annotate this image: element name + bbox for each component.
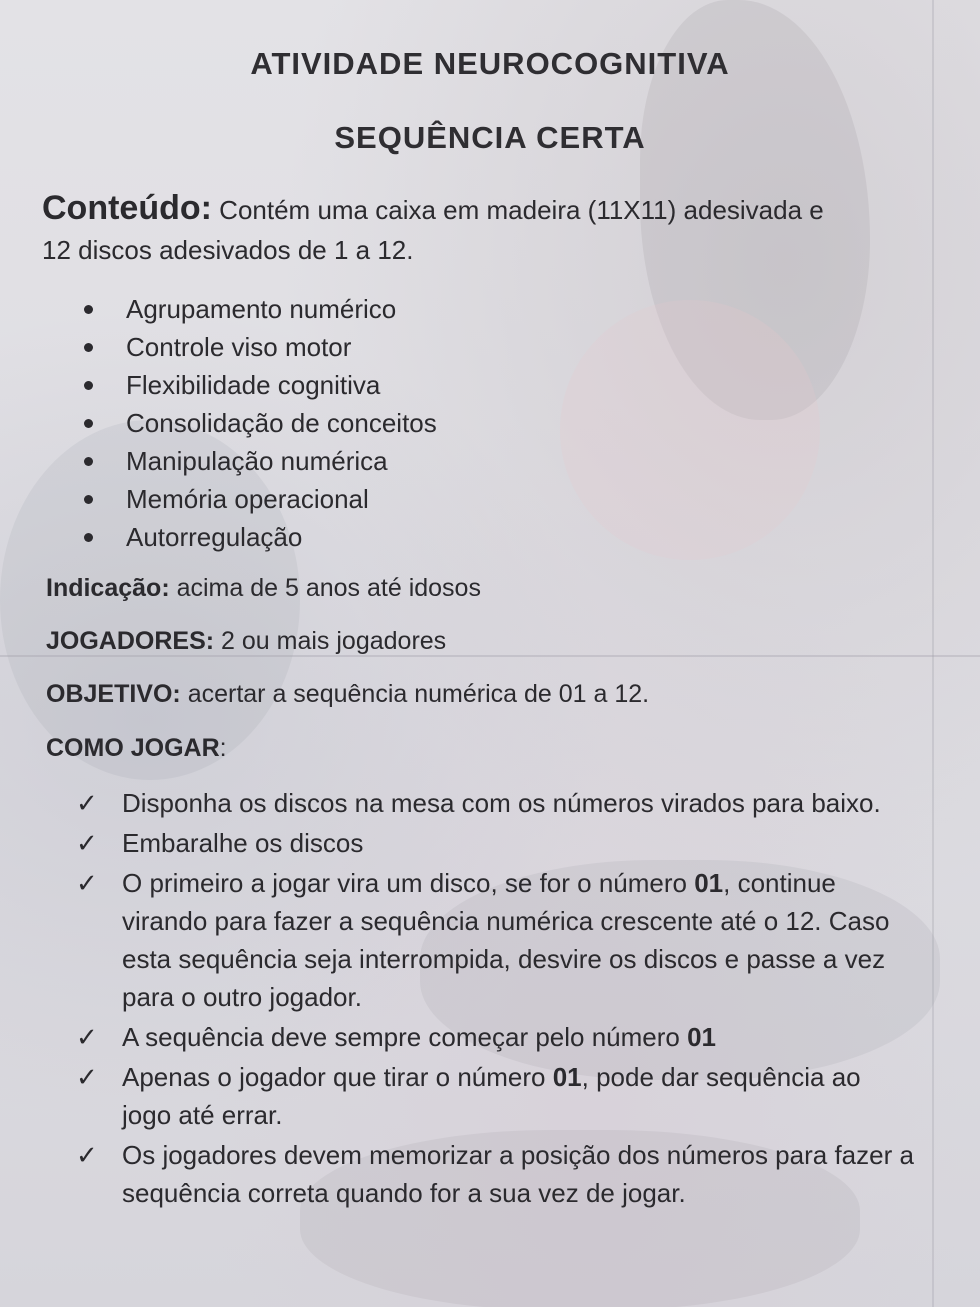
content-text-line2: 12 discos adesivados de 1 a 12. <box>42 235 414 265</box>
check-icon: ✓ <box>76 1062 98 1092</box>
objective-value: acertar a sequência numérica de 01 a 12. <box>180 680 650 708</box>
list-item <box>80 442 437 480</box>
list-item <box>76 1058 916 1134</box>
bullet-icon <box>84 533 93 542</box>
bullet-icon <box>84 305 93 314</box>
skill-label: Controle viso motor <box>126 332 352 362</box>
list-item <box>76 1136 916 1212</box>
list-item <box>80 290 437 328</box>
how-to-play-colon: : <box>219 734 227 762</box>
bullet-icon <box>84 457 93 466</box>
check-icon: ✓ <box>76 1140 98 1170</box>
paper-fold <box>932 0 934 1307</box>
objective-label: OBJETIVO: <box>46 680 181 708</box>
document-subtitle: SEQUÊNCIA CERTA <box>334 120 646 155</box>
rule-text: A sequência deve sempre começar pelo número <box>122 1022 688 1052</box>
list-item <box>76 824 916 862</box>
document-title: ATIVIDADE NEUROCOGNITIVA <box>250 46 730 81</box>
list-item <box>80 366 437 404</box>
rule-text: O primeiro a jogar vira um disco, se for o número <box>122 868 695 898</box>
bullet-icon <box>84 381 93 390</box>
rule-text: Disponha os discos na mesa com os números virados para baixo. <box>122 788 881 818</box>
skill-label: Memória operacional <box>126 484 369 514</box>
check-icon: ✓ <box>76 828 98 858</box>
rule-text: Apenas o jogador que tirar o número <box>122 1062 553 1092</box>
rule-text: Embaralhe os discos <box>122 828 364 858</box>
list-item <box>80 518 437 556</box>
check-icon: ✓ <box>76 788 98 818</box>
players-value: 2 ou mais jogadores <box>214 627 447 655</box>
list-item <box>76 864 916 1016</box>
indication-label: Indicação: <box>46 574 170 602</box>
list-item <box>76 784 916 822</box>
skill-label: Consolidação de conceitos <box>126 408 437 438</box>
indication-value: acima de 5 anos até idosos <box>169 574 481 602</box>
list-item <box>80 480 437 518</box>
rule-emphasis: 01 <box>552 1062 582 1092</box>
bullet-icon <box>84 343 93 352</box>
content-label: Conteúdo: <box>42 189 212 227</box>
bullet-icon <box>84 419 93 428</box>
content-text: Contém uma caixa em madeira (11X11) adesivada e <box>211 195 824 225</box>
rule-emphasis: 01 <box>694 868 724 898</box>
check-icon: ✓ <box>76 1022 98 1052</box>
skill-label: Manipulação numérica <box>126 446 388 476</box>
how-to-play-heading <box>46 734 227 763</box>
skill-label: Agrupamento numérico <box>126 294 397 324</box>
rule-text-cont: , continue virando para fazer a sequência numérica crescente até o 12. Caso esta sequência seja interrompida, desvire os discos e passe a vez para o outro jogador. <box>122 868 890 1012</box>
list-item <box>80 404 437 442</box>
players-label: JOGADORES: <box>46 627 215 655</box>
skill-label: Flexibilidade cognitiva <box>126 370 381 400</box>
content-paragraph <box>42 188 922 270</box>
rule-text: Os jogadores devem memorizar a posição dos números para fazer a sequência correta quando for a sua vez de jogar. <box>122 1140 914 1208</box>
rule-text-cont: , pode dar sequência ao jogo até errar. <box>122 1062 861 1130</box>
objective-field <box>46 680 649 709</box>
list-item <box>80 328 437 366</box>
rule-emphasis: 01 <box>687 1022 717 1052</box>
indication-field <box>46 574 481 603</box>
list-item <box>76 1018 916 1056</box>
check-icon: ✓ <box>76 868 98 898</box>
how-to-play-label: COMO JOGAR <box>46 734 220 762</box>
players-field <box>46 627 446 656</box>
rules-list <box>76 784 916 1214</box>
background-illustration <box>560 300 820 560</box>
bullet-icon <box>84 495 93 504</box>
skills-list <box>80 290 437 556</box>
skill-label: Autorregulação <box>126 522 303 552</box>
